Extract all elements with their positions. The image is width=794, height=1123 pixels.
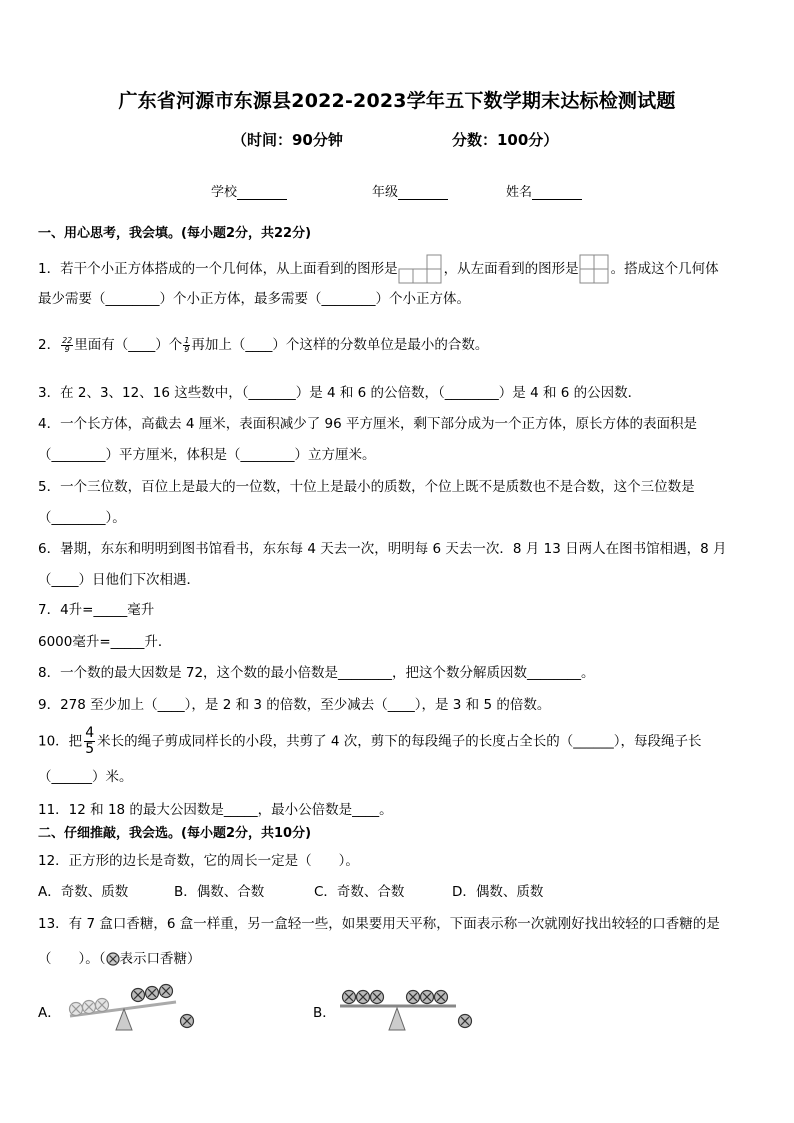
question-3: 3．在 2、3、12、16 这些数中，（_______）是 4 和 6 的公倍数，（________）是 4 和 6 的公因数． — [38, 385, 642, 401]
question-7-line-1: 7．4升=_____毫升 — [38, 602, 155, 618]
q13-option-a-label: A． — [38, 1005, 61, 1021]
question-1-line-2: 最少需要（________）个小正方体，最多需要（________）个小正方体。 — [38, 291, 470, 307]
grade-blank — [398, 185, 448, 200]
balance-figure-a — [66, 978, 206, 1038]
q2-number: 2． — [38, 337, 61, 353]
q10-number: 10．把 — [38, 733, 83, 750]
score-label: 分数：100分） — [452, 131, 559, 149]
q13-option-b-label: B． — [313, 1005, 336, 1021]
question-11: 11．12 和 18 的最大公因数是_____，最小公倍数是____。 — [38, 802, 393, 818]
question-10-line-2: （______）米。 — [38, 769, 133, 785]
q1-text-c: 。搭成这个几何体 — [610, 261, 719, 277]
q13-text-c: 表示口香糖） — [119, 951, 201, 967]
q12-option-a: A．奇数、质数 — [38, 884, 129, 900]
question-8: 8．一个数的最大因数是 72，这个数的最小倍数是________，把这个数分解质因数________。 — [38, 665, 595, 681]
q2-text-mid: 里面有（____）个 — [74, 337, 183, 353]
question-12: 12．正方形的边长是奇数，它的周长一定是（ ）。 — [38, 853, 359, 869]
name-label: 姓名 — [506, 185, 533, 200]
q12-option-b: B．偶数、合数 — [174, 884, 265, 900]
school-blank — [237, 185, 287, 200]
fraction-4-5 — [84, 726, 95, 757]
q1-text-b: ，从左面看到的图形是 — [443, 261, 579, 277]
gum-icon — [106, 952, 120, 966]
fraction-denominator: 5 — [85, 741, 95, 757]
q10-text: 米长的绳子剪成同样长的小段，共剪了 4 次，剪下的每段绳子的长度占全长的（______），每段绳子长 — [97, 733, 702, 750]
fraction-denominator: 9 — [184, 344, 190, 354]
time-label: （时间：90分钟 — [232, 131, 343, 149]
question-5-line-2: （________）。 — [38, 510, 126, 526]
fraction-numerator: 1 — [184, 335, 190, 345]
fraction-denominator: 9 — [64, 344, 70, 354]
question-6-line-2: （____）日他们下次相遇． — [38, 572, 200, 588]
q2-text-post: 再加上（____）个这样的分数单位是最小的合数。 — [191, 337, 489, 353]
top-view-figure — [398, 254, 444, 284]
school-label: 学校 — [211, 185, 238, 200]
fraction-22-9 — [61, 337, 73, 354]
question-4-line-1: 4．一个长方体，高截去 4 厘米，表面积减少了 96 平方厘米，剩下部分成为一个正方体，原长方体的表面积是 — [38, 416, 698, 432]
q1-text-a: 1．若干个小正方体搭成的一个几何体，从上面看到的图形是 — [38, 261, 398, 277]
fraction-numerator: 22 — [62, 335, 73, 345]
question-6-line-1: 6．暑期，东东和明明到图书馆看书，东东每 4 天去一次，明明每 6 天去一次．8 月 13 日两人在图书馆相遇，8 月 — [38, 541, 727, 557]
name-field — [506, 181, 582, 200]
question-2 — [38, 336, 488, 354]
question-9: 9．278 至少加上（____），是 2 和 3 的倍数，至少减去（____），是 3 和 5 的倍数。 — [38, 697, 551, 713]
q12-option-d: D．偶数、质数 — [452, 884, 544, 900]
grade-field — [372, 181, 448, 200]
section-1-heading: 一、用心思考，我会填。(每小题2分，共22分) — [38, 226, 312, 241]
balance-figure-b — [338, 978, 478, 1038]
fraction-1-9 — [183, 337, 190, 354]
question-7-line-2: 6000毫升=_____升． — [38, 634, 172, 650]
question-4-line-2: （________）平方厘米，体积是（________）立方厘米。 — [38, 447, 376, 463]
section-2-heading: 二、仔细推敲，我会选。(每小题2分，共10分) — [38, 826, 312, 841]
question-5-line-1: 5．一个三位数，百位上是最大的一位数，十位上是最小的质数，个位上既不是质数也不是合数，这个三位数是 — [38, 479, 695, 495]
school-field — [211, 181, 287, 200]
question-13-line-1: 13．有 7 盒口香糖，6 盒一样重，另一盒轻一些，如果要用天平称，下面表示称一次就刚好找出较轻的口香糖的是 — [38, 916, 720, 932]
q13-text-b: （ ）。（ — [38, 951, 106, 967]
question-10-line-1 — [38, 726, 702, 757]
grade-label: 年级 — [372, 185, 399, 200]
page-title: 广东省河源市东源县2022-2023学年五下数学期末达标检测试题 — [118, 90, 676, 112]
left-view-figure — [579, 254, 611, 284]
question-13-line-2 — [38, 950, 201, 968]
question-1-line-1 — [38, 254, 719, 284]
fraction-numerator: 4 — [85, 725, 95, 741]
name-blank — [532, 185, 582, 200]
q12-option-c: C．奇数、合数 — [314, 884, 405, 900]
